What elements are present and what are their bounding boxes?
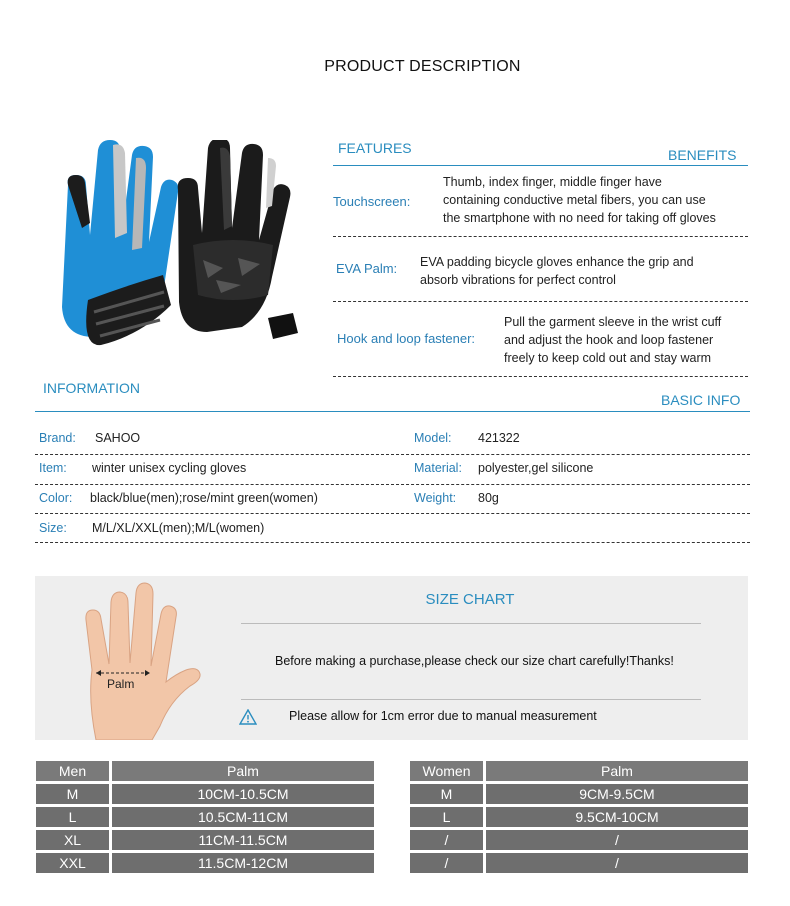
warning-triangle-icon bbox=[239, 709, 257, 725]
divider bbox=[35, 454, 750, 455]
feature-label-eva-palm: EVA Palm: bbox=[336, 261, 398, 276]
table-row bbox=[36, 853, 374, 873]
divider bbox=[35, 484, 750, 485]
table-row bbox=[410, 830, 748, 850]
divider bbox=[333, 236, 748, 237]
benefits-heading: BENEFITS bbox=[668, 147, 737, 163]
palm-cell: 10.5CM-11CM bbox=[112, 807, 374, 827]
palm-cell: 9.5CM-10CM bbox=[486, 807, 748, 827]
weight-value: 80g bbox=[478, 491, 499, 505]
palm-cell: 10CM-10.5CM bbox=[112, 784, 374, 804]
blue-glove bbox=[62, 140, 178, 345]
basic-info-heading: BASIC INFO bbox=[661, 392, 741, 408]
table-row bbox=[410, 807, 748, 827]
item-key: Item: bbox=[39, 461, 67, 475]
weight-key: Weight: bbox=[414, 491, 457, 505]
material-value: polyester,gel silicone bbox=[478, 461, 594, 475]
size-cell: M bbox=[410, 784, 483, 804]
women-size-table bbox=[407, 758, 751, 876]
divider bbox=[241, 699, 701, 700]
divider bbox=[35, 542, 750, 543]
feature-text-touchscreen: Thumb, index finger, middle finger have containing conductive metal fibers, you can use the smartphone with no need for taking off gloves bbox=[443, 175, 716, 225]
hand-palm-image bbox=[78, 580, 203, 740]
divider bbox=[333, 376, 748, 377]
palm-cell: / bbox=[486, 830, 748, 850]
size-cell: L bbox=[36, 807, 109, 827]
header-women: Women bbox=[410, 761, 483, 781]
information-rule bbox=[35, 411, 750, 412]
divider bbox=[241, 623, 701, 624]
palm-cell: 11CM-11.5CM bbox=[112, 830, 374, 850]
cycling-gloves-image bbox=[58, 140, 303, 355]
information-heading: INFORMATION bbox=[43, 380, 140, 396]
feature-text-hook-loop: Pull the garment sleeve in the wrist cuff and adjust the hook and loop fastener freely to keep cold out and stay warm bbox=[504, 315, 722, 365]
size-key: Size: bbox=[39, 521, 67, 535]
item-value: winter unisex cycling gloves bbox=[92, 461, 247, 475]
size-chart-note: Before making a purchase,please check our size chart carefully!Thanks! bbox=[275, 654, 674, 668]
table-row bbox=[36, 830, 374, 850]
features-rule bbox=[333, 165, 748, 166]
men-size-table bbox=[33, 758, 377, 876]
palm-cell: 11.5CM-12CM bbox=[112, 853, 374, 873]
page-title: PRODUCT DESCRIPTION bbox=[324, 58, 521, 75]
model-key: Model: bbox=[414, 431, 452, 445]
black-glove bbox=[178, 140, 298, 339]
feature-label-hook-loop: Hook and loop fastener: bbox=[337, 331, 476, 346]
table-header-row bbox=[36, 761, 374, 781]
table-row bbox=[36, 784, 374, 804]
color-value: black/blue(men);rose/mint green(women) bbox=[90, 491, 318, 505]
size-cell: / bbox=[410, 830, 483, 850]
palm-cell: 9CM-9.5CM bbox=[486, 784, 748, 804]
table-header-row bbox=[410, 761, 748, 781]
brand-value: SAHOO bbox=[95, 431, 141, 445]
palm-label: Palm bbox=[107, 677, 135, 691]
size-cell: XL bbox=[36, 830, 109, 850]
size-cell: L bbox=[410, 807, 483, 827]
table-row bbox=[410, 784, 748, 804]
size-chart-title: SIZE CHART bbox=[425, 591, 515, 608]
header-men: Men bbox=[36, 761, 109, 781]
divider bbox=[333, 301, 748, 302]
size-cell: XXL bbox=[36, 853, 109, 873]
brand-key: Brand: bbox=[39, 431, 76, 445]
features-heading: FEATURES bbox=[338, 140, 412, 156]
measurement-warning: Please allow for 1cm error due to manual measurement bbox=[289, 709, 597, 723]
material-key: Material: bbox=[414, 461, 462, 475]
header-palm: Palm bbox=[486, 761, 748, 781]
size-cell: / bbox=[410, 853, 483, 873]
model-value: 421322 bbox=[478, 431, 520, 445]
feature-text-eva-palm: EVA padding bicycle gloves enhance the grip and absorb vibrations for perfect control bbox=[420, 255, 694, 287]
size-value: M/L/XL/XXL(men);M/L(women) bbox=[92, 521, 265, 535]
size-cell: M bbox=[36, 784, 109, 804]
color-key: Color: bbox=[39, 491, 73, 505]
table-row bbox=[36, 807, 374, 827]
palm-cell: / bbox=[486, 853, 748, 873]
divider bbox=[35, 513, 750, 514]
header-palm: Palm bbox=[112, 761, 374, 781]
table-row bbox=[410, 853, 748, 873]
feature-label-touchscreen: Touchscreen: bbox=[333, 194, 411, 209]
